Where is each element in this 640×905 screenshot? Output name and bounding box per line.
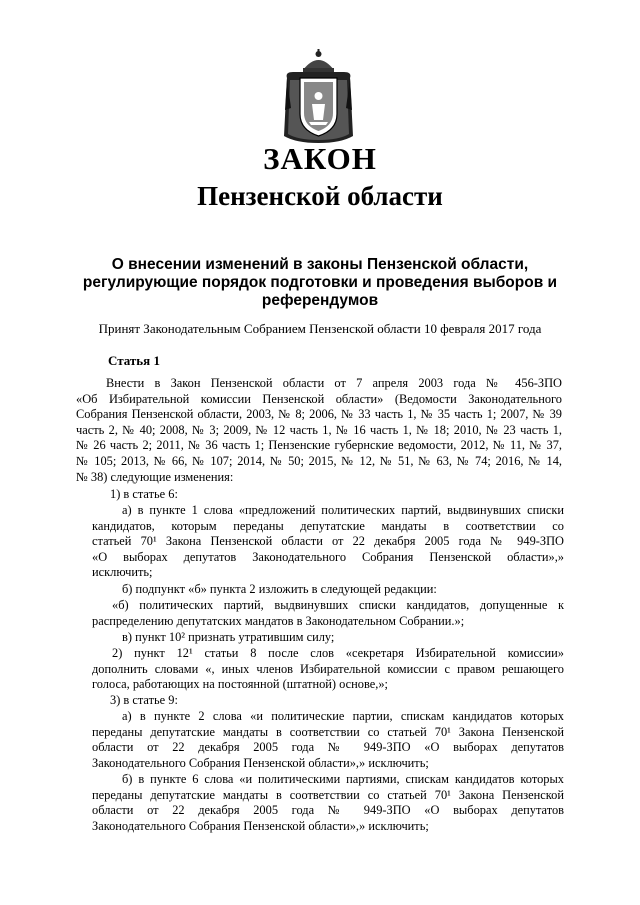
- paragraph-line: № 105; 2013, № 66, № 107; 2014, № 50; 2015, № 12, № 51, № 63, № 74; 2016, № 14,: [76, 453, 562, 468]
- paragraph-line: б) в пункте 6 слова «и политическими партиями, спискам кандидатов которых: [122, 772, 564, 786]
- paragraph-line: области от 22 декабря 2005 года № 949-ЗПО «О выборах депутатов: [92, 803, 564, 818]
- paragraph-line: № 26 часть 2; 2011, № 36 часть 1; Пензенские губернские ведомости, 2012, № 11, № 37,: [76, 438, 562, 453]
- paragraph-line: переданы депутатские мандаты в соответствии со статьей 70¹ Закона Пензенской: [92, 787, 564, 802]
- paragraph-line: Собрания Пензенской области, 2003, № 8; 2006, № 33 часть 1, № 35 часть 1; 2007, № 39: [76, 407, 562, 422]
- paragraph-line: дополнить словами «, иных членов Избирательной комиссии с правом решающего: [92, 661, 564, 676]
- paragraph-line: Внести в Закон Пензенской области от 7 апреля 2003 года № 456-ЗПО: [106, 376, 562, 390]
- article-title: Статья 1: [108, 353, 160, 368]
- paragraph: [122, 582, 562, 598]
- paragraph: [92, 598, 564, 629]
- paragraph: [92, 646, 564, 693]
- law-heading: [60, 256, 580, 310]
- paragraph-line: области от 22 декабря 2005 года № 949-ЗПО «О выборах депутатов: [92, 740, 564, 755]
- paragraph-line: б) подпункт «б» пункта 2 изложить в следующей редакции:: [122, 582, 437, 596]
- paragraph: [76, 376, 562, 485]
- document-subtitle: Пензенской области: [197, 181, 443, 211]
- paragraph: [92, 772, 564, 834]
- paragraph-line: распределению депутатских мандатов в Законодательном Собрании.»;: [92, 613, 465, 628]
- paragraph-line: переданы депутатские мандаты в соответствии со статьей 70¹ Закона Пензенской: [92, 724, 564, 739]
- paragraph-line: 2) пункт 12¹ статьи 8 после слов «секретаря Избирательной комиссии»: [112, 646, 564, 660]
- paragraph-line: а) в пункте 1 слова «предложений политических партий, выдвинувших списки: [122, 503, 564, 517]
- paragraph-line: исключить;: [92, 565, 153, 580]
- heading-line: референдумов: [261, 292, 379, 309]
- heading-line: регулирующие порядок подготовки и проведения выборов и: [82, 274, 558, 291]
- heading-line: О внесении изменений в законы Пензенской области,: [111, 256, 529, 273]
- paragraph-line: 1) в статье 6:: [110, 487, 178, 501]
- paragraph-line: «б) политических партий, выдвинувших списки кандидатов, допущенные к: [112, 598, 564, 612]
- paragraph: [110, 487, 560, 503]
- paragraph-line: «Об Избирательной комиссии Пензенской области» (Ведомости Законодательного: [76, 391, 562, 406]
- paragraph-line: в) пункт 10² признать утратившим силу;: [122, 630, 335, 644]
- paragraph-line: голоса, работающих на постоянной (штатной) основе,»;: [92, 677, 388, 692]
- paragraph-line: 3) в статье 9:: [110, 693, 178, 707]
- paragraph: [110, 693, 560, 709]
- paragraph-line: «О выборах депутатов Законодательного Собрания Пензенской области»,»: [92, 549, 564, 564]
- document-title: ЗАКОН: [263, 141, 377, 176]
- paragraph-line: часть 2, № 40; 2008, № 3; 2009, № 12 часть 1, № 16 часть 1, № 18; 2010, № 23 часть 1,: [76, 422, 562, 437]
- adoption-note: Принят Законодательным Собранием Пензенской области 10 февраля 2017 года: [98, 321, 542, 336]
- paragraph: [92, 709, 564, 771]
- paragraph: [122, 630, 562, 646]
- paragraph-line: № 38) следующие изменения:: [76, 469, 234, 484]
- paragraph-line: кандидатов, которым переданы депутатские мандаты в соответствии со: [92, 518, 564, 533]
- paragraph: [92, 503, 564, 581]
- paragraph-line: Законодательного Собрания Пензенской области»,» исключить;: [92, 755, 429, 770]
- paragraph-line: Законодательного Собрания Пензенской области»,» исключить;: [92, 818, 429, 833]
- paragraph-line: а) в пункте 2 слова «и политические партии, спискам кандидатов которых: [122, 709, 564, 723]
- paragraph-line: статьей 70¹ Закона Пензенской области от 22 декабря 2005 года № 949-ЗПО: [92, 534, 564, 549]
- coat-of-arms-icon: [281, 48, 356, 144]
